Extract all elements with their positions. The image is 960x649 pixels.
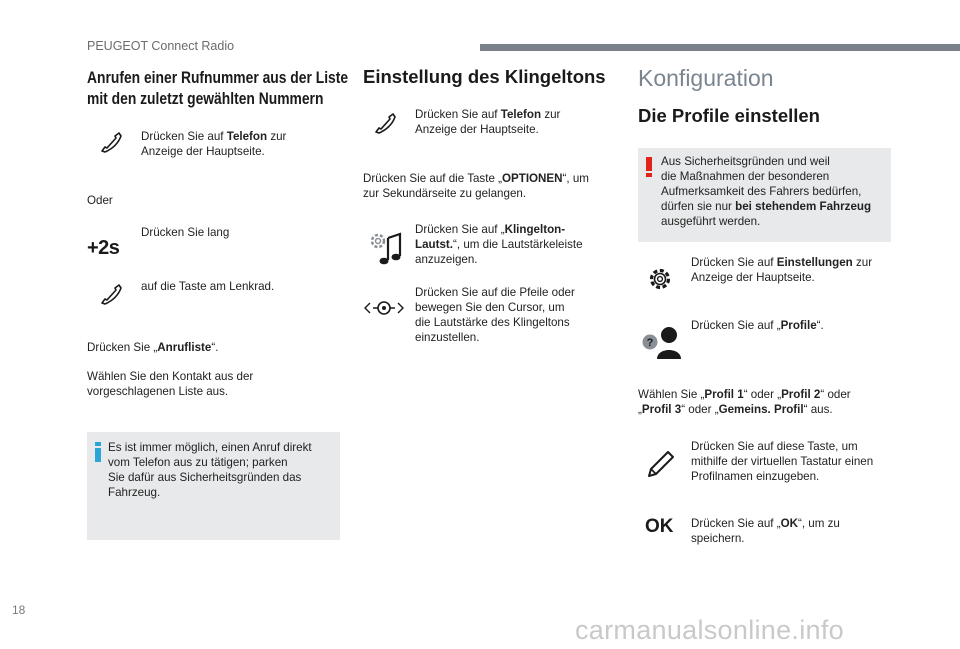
col1-step4: Drücken Sie „Anrufliste“. (87, 341, 219, 354)
ringtone-settings-icon (366, 230, 406, 268)
phone-handset-icon (99, 130, 123, 154)
gear-icon (647, 266, 673, 292)
svg-text:?: ? (646, 337, 654, 349)
col3-step5: Drücken Sie auf „OK“, um zu speichern. (691, 517, 840, 545)
page-number: 18 (12, 603, 26, 617)
col1-step3: auf die Taste am Lenkrad. (141, 280, 275, 293)
heading-line-2: mit den zuletzt gewählten Nummern (87, 90, 324, 108)
col1-step1: Drücken Sie auf Telefon zur Anzeige der Hauptseite. (141, 130, 287, 158)
running-header: PEUGEOT Connect Radio (87, 39, 235, 53)
col2-step2: Drücken Sie auf die Taste „OPTIONEN“, um zur Sekundärseite zu gelangen. (363, 172, 589, 200)
oder-text: Oder (87, 194, 113, 207)
info-box (87, 432, 340, 540)
pencil-icon (645, 448, 677, 480)
warning-text: Aus Sicherheitsgründen und weil die Maßnahmen der besonderen Aufmerksamkeit des Fahrers bedürfen, dürfen sie nur bei stehendem Fahrzeug ausgeführt werden. (661, 155, 872, 228)
col3-step4: Drücken Sie auf diese Taste, um mithilfe der virtuellen Tastatur einen Profilnamen einzugeben. (691, 440, 874, 483)
col2-step4: Drücken Sie auf die Pfeile oder bewegen Sie den Cursor, um die Lautstärke des Klingeltons einzustellen. (415, 286, 575, 344)
warning-icon (645, 157, 653, 177)
press-2s-icon (87, 236, 127, 260)
info-icon (94, 442, 102, 462)
ok-button-icon: OK (645, 516, 674, 537)
col3-step2: Drücken Sie auf „Profile“. (691, 319, 824, 332)
info-text: Es ist immer möglich, einen Anruf direkt vom Telefon aus zu tätigen; parken Sie dafür aus Sicherheitsgründen das Fahrzeug. (108, 441, 312, 499)
watermark: carmanualsonline.info (575, 615, 844, 645)
badge-2s-text: +2s (87, 237, 120, 259)
warning-box (638, 148, 891, 242)
col2-step3: Drücken Sie auf „Klingelton- Lautst.“, um die Lautstärkeleiste anzuzeigen. (415, 223, 583, 266)
phone-handset-icon (99, 282, 123, 306)
heading-line-1: Anrufen einer Rufnummer aus der Liste (87, 69, 349, 87)
heading-profiles: Die Profile einstellen (638, 105, 820, 126)
col2-step1: Drücken Sie auf Telefon zur Anzeige der Hauptseite. (415, 108, 561, 136)
header-bar (480, 44, 960, 51)
heading-konfiguration: Konfiguration (638, 65, 774, 91)
heading-ringtone: Einstellung des Klingeltons (363, 66, 606, 87)
volume-slider-icon (363, 298, 405, 318)
col3-step1: Drücken Sie auf Einstellungen zur Anzeige der Hauptseite. (691, 256, 873, 284)
heading-call-recent (87, 68, 348, 110)
col3-step3: Wählen Sie „Profil 1“ oder „Profil 2“ oder „Profil 3“ oder „Gemeins. Profil“ aus. (638, 388, 851, 416)
col1-step2: Drücken Sie lang (141, 226, 230, 239)
profile-user-icon (641, 325, 683, 359)
col1-step5: Wählen Sie den Kontakt aus der vorgeschlagenen Liste aus. (87, 370, 254, 398)
phone-handset-icon (373, 111, 397, 135)
